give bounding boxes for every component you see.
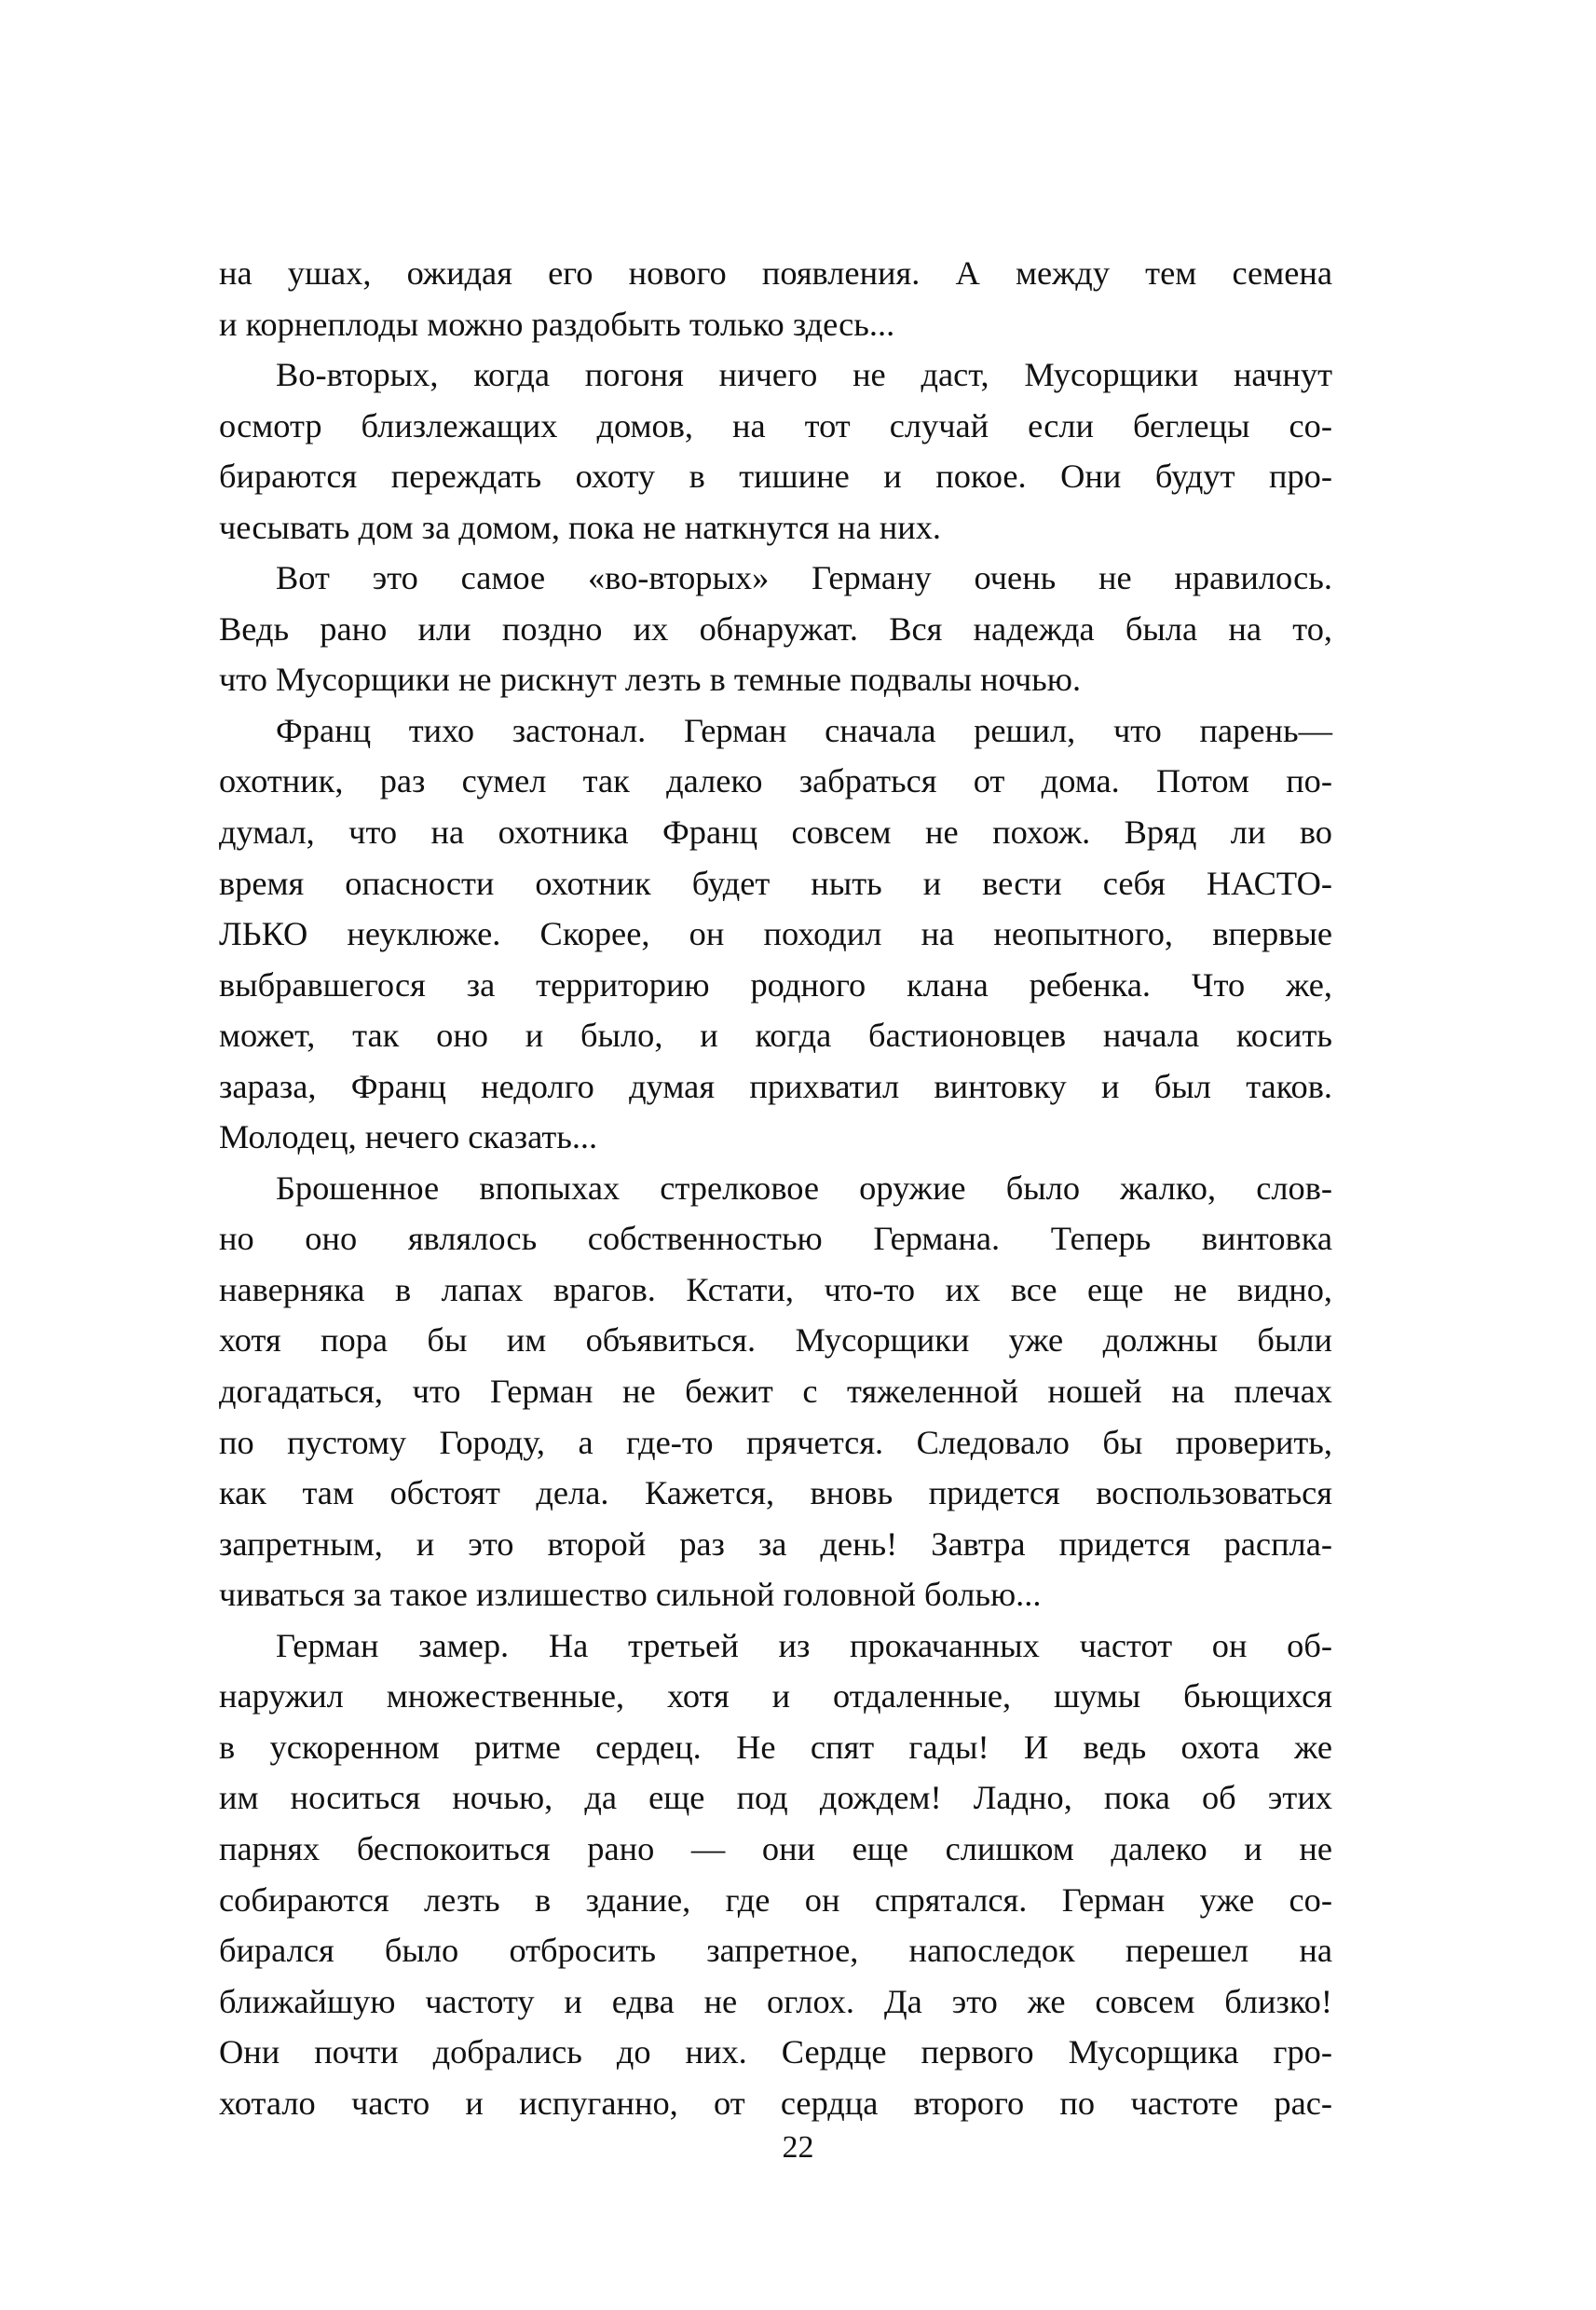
text-line: ближайшую частоту и едва не оглох. Да это же совсем близко! — [219, 1982, 1332, 2020]
text-line: как там обстоят дела. Кажется, вновь придется воспользоваться — [219, 1474, 1332, 1512]
text-line: осмотр близлежащих домов, на тот случай если беглецы со- — [219, 406, 1332, 444]
text-line: думал, что на охотника Франц совсем не похож. Вряд ли во — [219, 813, 1332, 852]
text-line: хотя пора бы им объявиться. Мусорщики уже должны были — [219, 1321, 1332, 1360]
text-line: парнях беспокоиться рано — они еще слишком далеко и не — [219, 1829, 1332, 1867]
text-line: время опасности охотник будет ныть и вести себя НАСТО- — [219, 864, 1332, 902]
text-line: ЛЬКО неуклюже. Скорее, он походил на неопытного, впервые — [219, 915, 1332, 953]
text-line: догадаться, что Герман не бежит с тяжеленной ношей на плечах — [219, 1373, 1332, 1411]
text-line: Во-вторых, когда погоня ничего не даст, Мусорщики начнут — [276, 356, 1332, 394]
text-line: чиваться за такое излишество сильной головной болью... — [219, 1576, 1042, 1614]
text-line: по пустому Городу, а где-то прячется. Следовало бы проверить, — [219, 1423, 1332, 1461]
text-line: запретным, и это второй раз за день! Завтра придется распла- — [219, 1524, 1332, 1563]
text-line: Молодец, нечего сказать... — [219, 1118, 598, 1156]
text-line: и корнеплоды можно раздобыть только здесь... — [219, 305, 895, 343]
text-line: чесывать дом за домом, пока не наткнутся на них. — [219, 508, 942, 546]
text-line: хотало часто и испуганно, от сердца второго по частоте рас- — [219, 2084, 1332, 2122]
text-line: собираются лезть в здание, где он спрятался. Герман уже со- — [219, 1880, 1332, 1919]
page-number: 22 — [782, 2130, 814, 2165]
text-line: Герман замер. На третьей из прокачанных частот он об- — [276, 1626, 1332, 1664]
text-line: в ускоренном ритме сердец. Не спят гады! И ведь охота же — [219, 1728, 1332, 1766]
text-line: но оно являлось собственностью Германа. Теперь винтовка — [219, 1220, 1332, 1258]
text-line: Брошенное впопыхах стрелковое оружие было жалко, слов- — [276, 1169, 1332, 1207]
text-line: охотник, раз сумел так далеко забраться от дома. Потом по- — [219, 762, 1332, 800]
text-line: Ведь рано или поздно их обнаружат. Вся надежда была на то, — [219, 609, 1332, 648]
text-line: им носиться ночью, да еще под дождем! Ладно, пока об этих — [219, 1779, 1332, 1817]
text-line: бирался было отбросить запретное, напоследок перешел на — [219, 1932, 1332, 1970]
text-line: наружил множественные, хотя и отдаленные, шумы бьющихся — [219, 1677, 1332, 1715]
text-line: на ушах, ожидая его нового появления. А между тем семена — [219, 254, 1332, 292]
text-line: зараза, Франц недолго думая прихватил винтовку и был таков. — [219, 1067, 1332, 1105]
text-line: может, так оно и было, и когда бастионовцев начала косить — [219, 1017, 1332, 1055]
text-line: что Мусорщики не рискнут лезть в темные подвалы ночью. — [219, 661, 1082, 699]
text-line: выбравшегося за территорию родного клана ребенка. Что же, — [219, 965, 1332, 1004]
body-text — [219, 248, 1332, 2128]
text-line: наверняка в лапах врагов. Кстати, что-то их все еще не видно, — [219, 1270, 1332, 1308]
text-line: Франц тихо застонал. Герман сначала решил, что парень— — [276, 711, 1332, 749]
text-line: Вот это самое «во-вторых» Герману очень не нравилось. — [276, 559, 1332, 597]
text-line: Они почти добрались до них. Сердце первого Мусорщика гро- — [219, 2033, 1332, 2071]
text-line: бираются переждать охоту в тишине и покое. Они будут про- — [219, 458, 1332, 496]
